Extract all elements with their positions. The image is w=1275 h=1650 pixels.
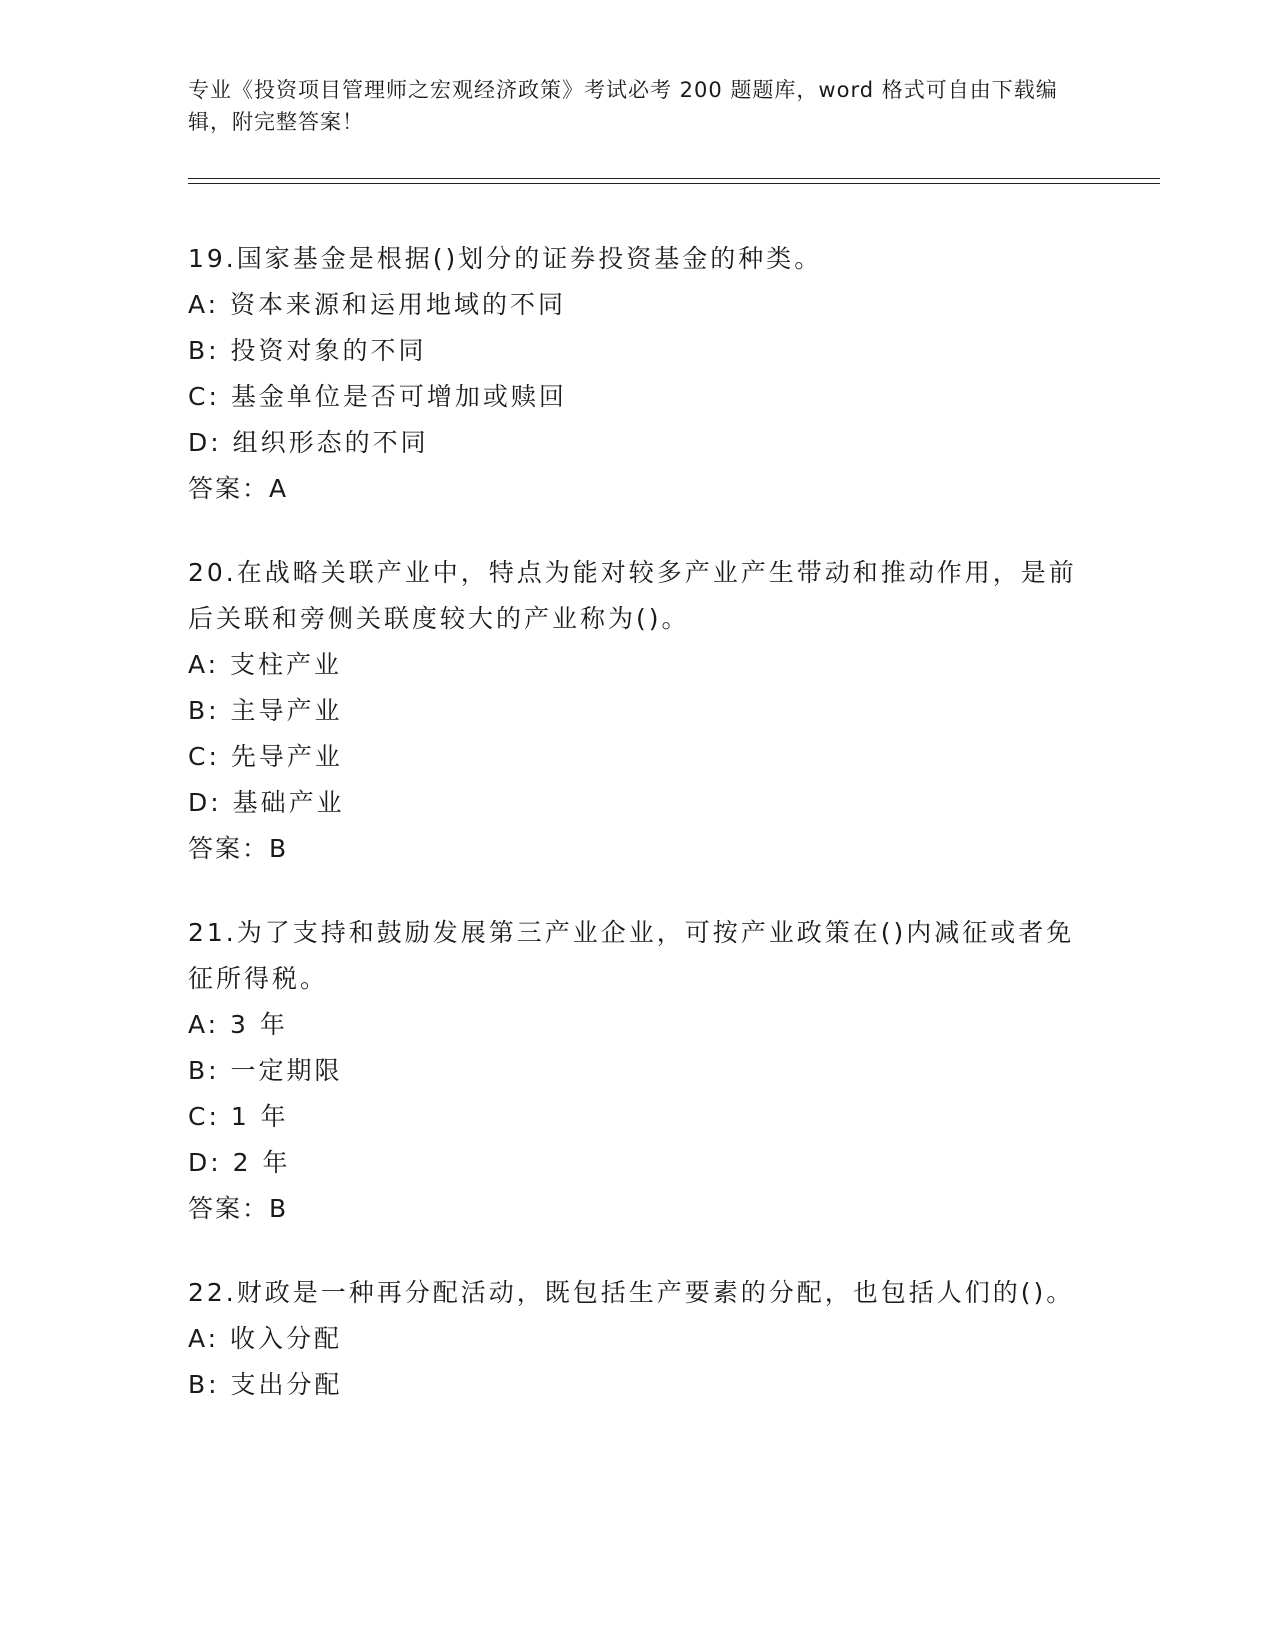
question-text: 19.国家基金是根据()划分的证券投资基金的种类。 [188, 244, 823, 273]
question-text: 21.为了支持和鼓励发展第三产业企业，可按产业政策在()内减征或者免征所得税。 [188, 918, 1075, 993]
option-b: B: 一定期限 [188, 1056, 343, 1085]
option-c: C: 基金单位是否可增加或赎回 [188, 382, 567, 411]
question-text: 20.在战略关联产业中，特点为能对较多产业产生带动和推动作用，是前后关联和旁侧关联度较大的产业称为()。 [188, 558, 1077, 633]
option-b: B: 主导产业 [188, 696, 343, 725]
option-b: B: 投资对象的不同 [188, 336, 427, 365]
option-c: C: 先导产业 [188, 742, 343, 771]
question-19 [188, 236, 1088, 512]
option-d: D: 基础产业 [188, 788, 345, 817]
question-21 [188, 910, 1088, 1232]
question-20 [188, 550, 1088, 872]
question-list [188, 236, 1088, 1446]
answer-line: 答案：B [188, 834, 289, 863]
header-divider-bottom [188, 183, 1160, 184]
option-a: A: 支柱产业 [188, 650, 343, 679]
question-text: 22.财政是一种再分配活动，既包括生产要素的分配，也包括人们的()。 [188, 1278, 1075, 1307]
option-d: D: 组织形态的不同 [188, 428, 429, 457]
document-header: 专业《投资项目管理师之宏观经济政策》考试必考 200 题题库，word 格式可自由下载编辑，附完整答案！ [188, 78, 1058, 134]
header-divider-top [188, 178, 1160, 179]
option-b: B: 支出分配 [188, 1370, 343, 1399]
answer-line: 答案：B [188, 1194, 289, 1223]
answer-line: 答案：A [188, 474, 289, 503]
option-a: A: 收入分配 [188, 1324, 343, 1353]
option-a: A: 资本来源和运用地域的不同 [188, 290, 567, 319]
option-d: D: 2 年 [188, 1148, 291, 1177]
option-c: C: 1 年 [188, 1102, 289, 1131]
question-22 [188, 1270, 1088, 1408]
option-a: A: 3 年 [188, 1010, 288, 1039]
